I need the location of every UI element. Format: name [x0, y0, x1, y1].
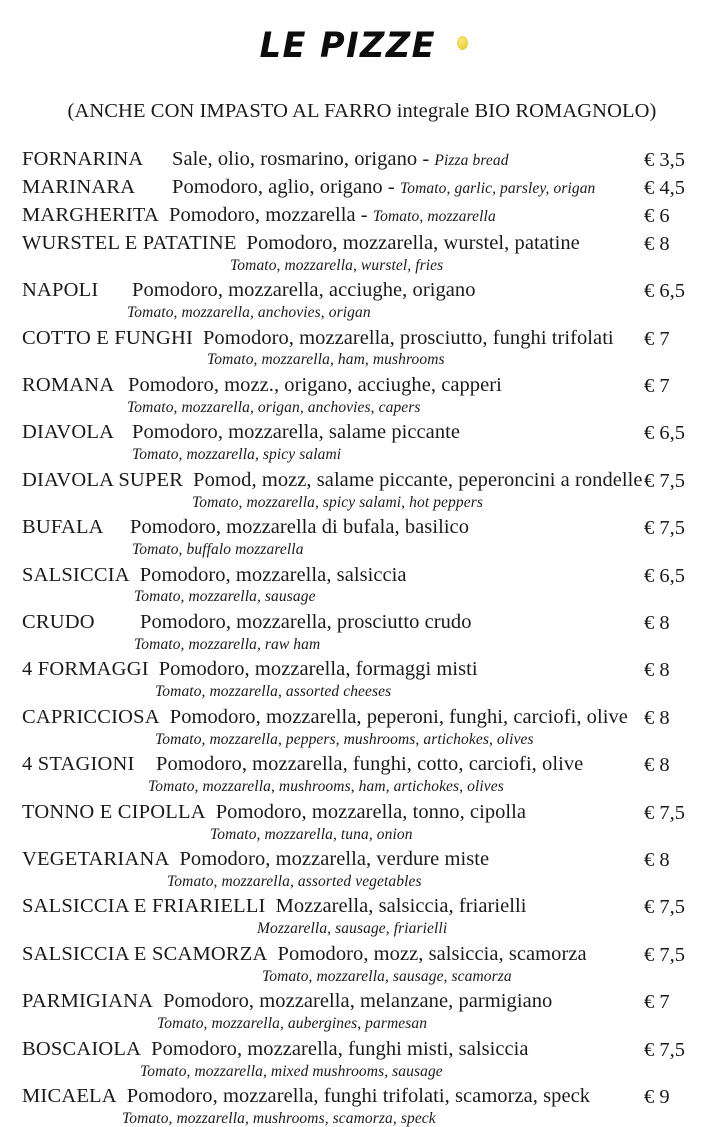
menu-item-main-line	[22, 659, 710, 680]
menu-item-description-text: Sale, olio, rosmarino, origano	[172, 148, 418, 170]
menu-item-name: DIAVOLA SUPER	[22, 468, 184, 491]
menu-item-translation: Tomato, garlic, parsley, origan	[399, 179, 596, 197]
menu-item-name: ROMANA	[22, 373, 115, 396]
menu-item-description: Pomodoro, mozzarella, salame piccante	[132, 421, 461, 444]
menu-item-description: Pomodoro, mozzarella, prosciutto crudo	[140, 610, 472, 633]
menu-item-name: COTTO E FUNGHI	[22, 326, 193, 349]
menu-item-main-line	[22, 280, 710, 301]
menu-item-price: € 3,5	[644, 149, 685, 171]
menu-item-translation: Tomato, mozzarella, raw ham	[134, 635, 321, 653]
menu-item-name: CAPRICCIOSA	[22, 705, 160, 728]
menu-item-translation: Tomato, mozzarella, mixed mushrooms, sausage	[140, 1062, 443, 1080]
menu-item-description: Pomodoro, mozzarella, funghi trifolati, scamorza, speck	[126, 1085, 591, 1108]
menu-item-price: € 7,5	[644, 896, 685, 919]
menu-item-translation: Tomato, mozzarella, assorted cheeses	[155, 683, 392, 701]
menu-item-description: Pomodoro, mozzarella, funghi misti, salsiccia	[151, 1037, 529, 1060]
menu-item	[0, 1086, 724, 1126]
menu-item-main-line	[22, 470, 710, 491]
menu-item-translation: Tomato, mozzarella, mushrooms, scamorza, speck	[122, 1109, 436, 1127]
menu-item	[0, 849, 724, 889]
menu-item-name: TONNO E CIPOLLA	[22, 800, 206, 823]
menu-item-name: VEGETARIANA	[22, 848, 170, 870]
menu-item-description	[172, 177, 595, 198]
menu-item-name: CRUDO	[22, 610, 95, 633]
menu-item-price: € 8	[644, 849, 670, 871]
menu-item-description: Pomodoro, mozzarella, prosciutto, funghi trifolati	[202, 326, 614, 349]
menu-item-description: Pomodoro, mozz, salsiccia, scamorza	[277, 942, 587, 965]
menu-item	[0, 944, 724, 984]
menu-item-name: BUFALA	[22, 516, 104, 539]
menu-item-main-line	[22, 177, 710, 198]
menu-item-price: € 4,5	[644, 176, 685, 199]
menu-item-price: € 9	[644, 1086, 670, 1109]
menu-item-price: € 7,5	[644, 517, 685, 540]
menu-item-translation: Tomato, mozzarella, sausage	[134, 588, 316, 606]
menu-item-description: Pomodoro, mozzarella, funghi, cotto, carciofi, olive	[156, 753, 584, 776]
menu-item	[0, 991, 724, 1031]
menu-item-name: MARGHERITA	[22, 203, 160, 226]
menu-item-name: WURSTEL E PATATINE	[22, 231, 237, 254]
menu-item-name: SALSICCIA E FRIARIELLI	[22, 895, 266, 918]
menu-item-name: FORNARINA	[22, 148, 144, 170]
menu-item	[0, 517, 724, 557]
menu-item-main-line	[22, 517, 710, 538]
menu-item	[0, 205, 724, 226]
menu-item	[0, 375, 724, 415]
menu-item-translation: Tomato, mozzarella, spicy salami, hot peppers	[192, 493, 483, 511]
menu-item-price: € 7	[644, 991, 670, 1014]
menu-item-translation: Tomato, mozzarella, assorted vegetables	[167, 872, 422, 890]
menu-item	[0, 149, 724, 170]
menu-item-translation: Tomato, mozzarella	[372, 207, 496, 225]
menu-item-description: Pomodoro, mozzarella, wurstel, patatine	[246, 231, 580, 254]
menu-item-description: Pomodoro, mozzarella, melanzane, parmigiano	[163, 990, 553, 1013]
menu-item-main-line	[22, 1086, 710, 1107]
menu-item-main-line	[22, 991, 710, 1012]
menu-item-price: € 7	[644, 327, 670, 350]
menu-item-translation: Tomato, mozzarella, aubergines, parmesan	[157, 1015, 428, 1033]
menu-item-description: Pomodoro, mozzarella di bufala, basilico	[130, 516, 470, 539]
menu-item-description: Pomodoro, mozzarella, peperoni, funghi, carciofi, olive	[169, 705, 628, 728]
menu-item	[0, 802, 724, 842]
menu-item-description-text: Pomodoro, mozzarella	[169, 203, 356, 226]
menu-item-name: SALSICCIA	[22, 563, 130, 586]
menu-item-translation: Tomato, mozzarella, tuna, onion	[210, 825, 413, 843]
description-separator: -	[417, 148, 435, 170]
menu-item	[0, 565, 724, 605]
menu-item	[0, 896, 724, 936]
menu-item	[0, 177, 724, 198]
menu-item-main-line	[22, 849, 710, 870]
menu-item-translation: Tomato, mozzarella, wurstel, fries	[230, 256, 444, 274]
menu-header	[0, 0, 724, 123]
menu-item-translation: Tomato, mozzarella, mushrooms, ham, artichokes, olives	[148, 778, 504, 796]
menu-item-translation: Tomato, mozzarella, anchovies, origan	[127, 304, 371, 322]
menu-subtitle: (ANCHE CON IMPASTO AL FARRO integrale BIO ROMAGNOLO)	[67, 100, 657, 122]
menu-item-description: Pomodoro, mozzarella, verdure miste	[179, 848, 490, 870]
menu-item-main-line	[22, 612, 710, 633]
menu-item	[0, 422, 724, 462]
menu-item	[0, 233, 724, 273]
menu-item-name: MICAELA	[22, 1085, 117, 1108]
menu-item-price: € 7	[644, 374, 670, 397]
menu-item-main-line	[22, 944, 710, 965]
menu-item-price: € 6,5	[644, 280, 685, 303]
menu-item-price: € 7,5	[644, 943, 685, 966]
menu-item-translation: Mozzarella, sausage, friarielli	[257, 920, 448, 938]
menu-item-main-line	[22, 328, 710, 349]
menu-item	[0, 328, 724, 368]
menu-item-price: € 7,5	[644, 469, 685, 492]
menu-item-translation: Tomato, buffalo mozzarella	[132, 541, 304, 559]
menu-item-description: Pomod, mozz, salame piccante, peperoncini a rondelle	[193, 468, 643, 491]
menu-item-main-line	[22, 802, 710, 823]
menu-item-name: NAPOLI	[22, 279, 99, 302]
menu-item	[0, 280, 724, 320]
menu-item-price: € 6,5	[644, 422, 685, 445]
menu-item-main-line	[22, 565, 710, 586]
menu-item-translation: Tomato, mozzarella, sausage, scamorza	[262, 967, 512, 985]
menu-item-translation: Tomato, mozzarella, spicy salami	[132, 446, 342, 464]
menu-item-main-line	[22, 754, 710, 775]
menu-item-translation: Pizza bread	[434, 152, 509, 169]
menu-item	[0, 707, 724, 747]
menu-item	[0, 612, 724, 652]
menu-item-price: € 8	[644, 232, 670, 255]
description-separator: -	[382, 175, 400, 198]
menu-item-name: 4 STAGIONI	[22, 753, 135, 776]
menu-item-main-line	[22, 205, 710, 226]
menu-item-description: Pomodoro, mozzarella, tonno, cipolla	[215, 800, 527, 823]
menu-item-name: MARINARA	[22, 175, 136, 198]
menu-item-price: € 8	[644, 659, 670, 682]
menu-item-main-line	[22, 422, 710, 443]
menu-item-price: € 8	[644, 754, 670, 777]
menu-item-main-line	[22, 233, 710, 254]
menu-item-price: € 7,5	[644, 801, 685, 824]
menu-item-name: PARMIGIANA	[22, 990, 154, 1013]
menu-item-price: € 8	[644, 706, 670, 729]
menu-item-main-line	[22, 149, 710, 170]
menu-item-description	[169, 205, 496, 226]
menu-item-main-line	[22, 707, 710, 728]
menu-item-price: € 7,5	[644, 1038, 685, 1061]
menu-item-name: SALSICCIA E SCAMORZA	[22, 942, 268, 965]
menu-item-description-text: Pomodoro, aglio, origano	[172, 175, 383, 198]
menu-item-main-line	[22, 896, 710, 917]
menu-item	[0, 659, 724, 699]
menu-item-translation: Tomato, mozzarella, ham, mushrooms	[207, 351, 445, 369]
menu-item-main-line	[22, 1039, 710, 1060]
menu-item-description: Pomodoro, mozzarella, formaggi misti	[158, 658, 478, 681]
menu-item-description: Pomodoro, mozzarella, salsiccia	[139, 563, 407, 586]
menu-item	[0, 470, 724, 510]
page-title: LE PIZZE	[259, 25, 436, 66]
menu-item-description: Mozzarella, salsiccia, friarielli	[275, 895, 527, 918]
menu-item-translation: Tomato, mozzarella, origan, anchovies, capers	[127, 398, 421, 416]
menu-item-price: € 8	[644, 611, 670, 634]
menu-item-price: € 6	[644, 204, 670, 227]
menu-item-price: € 6,5	[644, 564, 685, 587]
menu-item-description: Pomodoro, mozz., origano, acciughe, capperi	[128, 373, 502, 396]
menu-item-description	[172, 149, 509, 170]
menu-item-name: 4 FORMAGGI	[22, 658, 149, 681]
menu-item-translation: Tomato, mozzarella, peppers, mushrooms, artichokes, olives	[155, 730, 534, 748]
menu-item-name: DIAVOLA	[22, 421, 115, 444]
menu-item-description: Pomodoro, mozzarella, acciughe, origano	[132, 279, 476, 302]
yellow-dot-icon	[457, 36, 468, 50]
menu-item-main-line	[22, 375, 710, 396]
description-separator: -	[355, 203, 373, 226]
menu-item	[0, 754, 724, 794]
menu-item-name: BOSCAIOLA	[22, 1037, 142, 1060]
menu-item	[0, 1039, 724, 1079]
pizza-list	[0, 149, 724, 1126]
title-row	[0, 24, 724, 68]
